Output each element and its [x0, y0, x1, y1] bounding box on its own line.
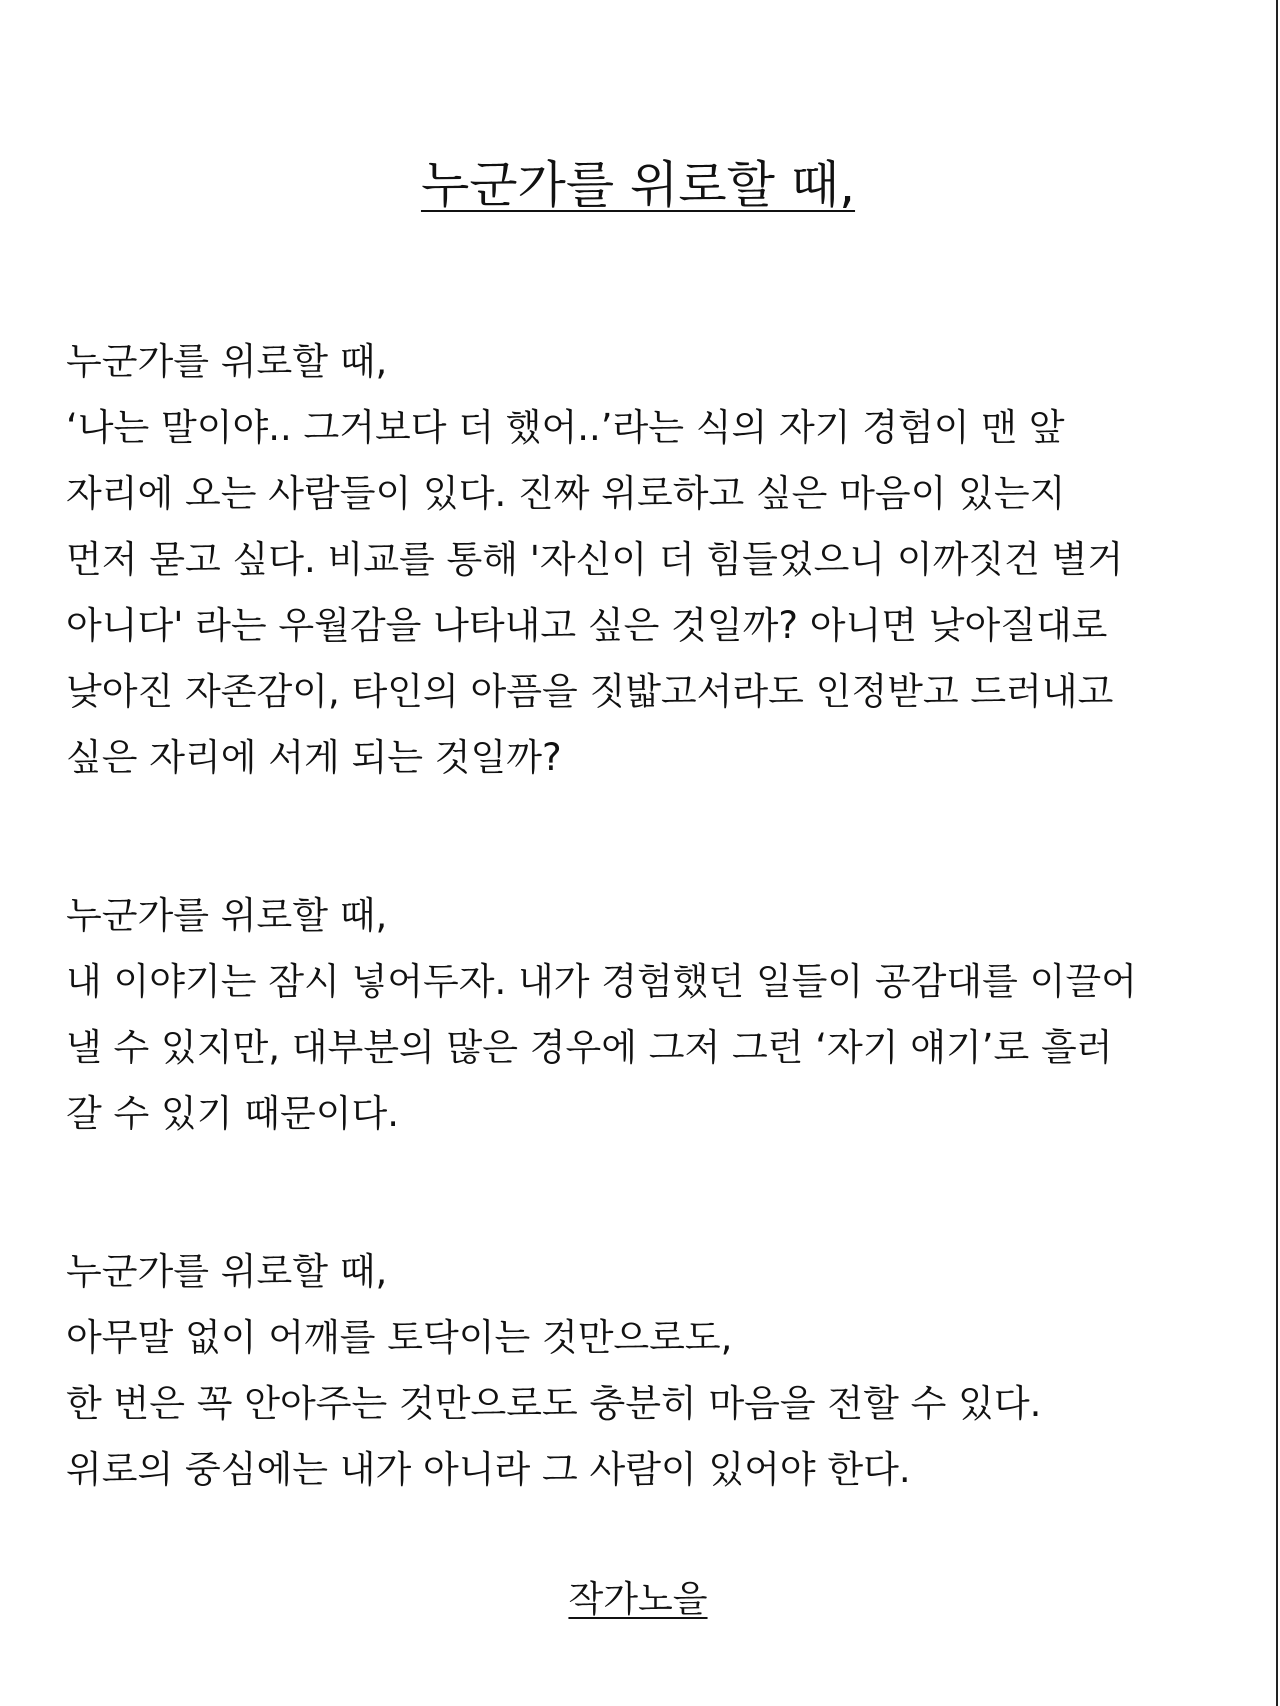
paragraph-line: 내 이야기는 잠시 넣어두자. 내가 경험했던 일들이 공감대를 이끌어: [66, 960, 1137, 1003]
paragraph-line: 자리에 오는 사람들이 있다. 진짜 위로하고 싶은 마음이 있는지: [66, 472, 1066, 515]
paragraph-line: 아니다' 라는 우월감을 나타내고 싶은 것일까? 아니면 낮아질대로: [66, 604, 1108, 647]
paragraph-3: [66, 1239, 1216, 1503]
author-name: 작가노을: [568, 1579, 708, 1620]
paragraph-line: 아무말 없이 어깨를 토닥이는 것만으로도,: [66, 1316, 733, 1359]
paragraph-gap: [66, 791, 1216, 883]
page-title: [0, 150, 1276, 220]
paragraph-line: 누군가를 위로할 때,: [66, 894, 388, 937]
page-title-text: 누군가를 위로할 때,: [420, 156, 856, 214]
paragraph-line: 싶은 자리에 서게 되는 것일까?: [66, 736, 562, 779]
paragraph-2: [66, 883, 1216, 1147]
author-signature: [0, 1570, 1276, 1630]
paragraph-line: 낼 수 있지만, 대부분의 많은 경우에 그저 그런 ‘자기 얘기’로 흘러: [66, 1026, 1113, 1069]
paragraph-gap: [66, 1147, 1216, 1239]
paragraph-line: 누군가를 위로할 때,: [66, 340, 388, 383]
paragraph-line: 낮아진 자존감이, 타인의 아픔을 짓밟고서라도 인정받고 드러내고: [66, 670, 1114, 713]
paragraph-line: 먼저 묻고 싶다. 비교를 통해 '자신이 더 힘들었으니 이까짓건 별거: [66, 538, 1124, 581]
paragraph-1: [66, 329, 1216, 791]
essay-body: [66, 329, 1216, 1503]
paragraph-line: 갈 수 있기 때문이다.: [66, 1092, 399, 1135]
paragraph-line: 한 번은 꼭 안아주는 것만으로도 충분히 마음을 전할 수 있다.: [66, 1382, 1042, 1425]
paragraph-line: 위로의 중심에는 내가 아니라 그 사람이 있어야 한다.: [66, 1448, 911, 1491]
paragraph-line: 누군가를 위로할 때,: [66, 1250, 388, 1293]
paragraph-line: ‘나는 말이야.. 그거보다 더 했어..’라는 식의 자기 경험이 맨 앞: [66, 406, 1065, 449]
